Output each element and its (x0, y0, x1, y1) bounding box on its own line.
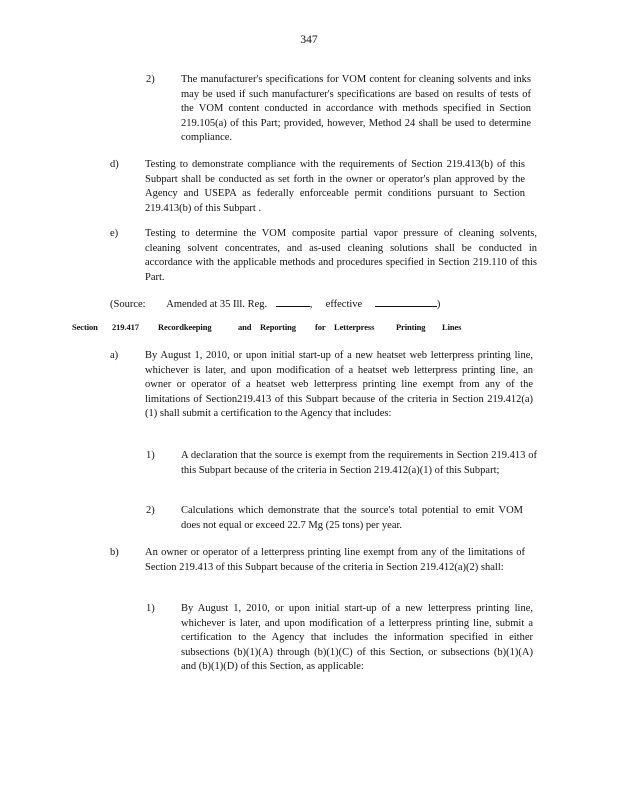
heading-word: Reporting (260, 322, 296, 332)
heading-section-word: Section (72, 322, 98, 332)
item-label: 2) (146, 74, 155, 85)
heading-word: Lines (442, 322, 462, 332)
item-text: Calculations which demonstrate that the source's total potential to emit VOM does not equal or exceed 22.7 Mg (25 tons) per year. (181, 505, 523, 531)
subsection-text: Testing to determine the VOM composite partial vapor pressure of cleaning solvents, cleaning solvent concentrates, and as-used cleaning solutions shall be conducted in accordance with the applicable methods and procedures specified in Section 219.110 of this Part. (145, 228, 537, 283)
subsection-label: a) (110, 350, 119, 361)
subsection-label: d) (110, 159, 119, 170)
item-text: The manufacturer's specifications for VOM content for cleaning solvents and inks may be used if such manufacturer's specifications are based on results of tests of the VOM content conducted in accordance with methods specified in Section 219.105(a) of this Part; provided, however, Method 24 shall be used to determine compliance. (181, 74, 531, 143)
heading-word: Printing (396, 322, 426, 332)
heading-word: and (238, 322, 252, 332)
source-close: ) (436, 299, 441, 310)
effective-date-blank (375, 296, 437, 307)
section-heading (72, 322, 542, 338)
source-note (110, 296, 440, 313)
subsection-text: Testing to demonstrate compliance with the requirements of Section 219.413(b) of this Subpart shall be conducted as set forth in the owner or operator's plan approved by the Agency and USEPA as federally enforceable permit conditions pursuant to Section 219.413(b) of this Subpart . (145, 159, 525, 214)
source-label: (Source: (110, 299, 146, 310)
page-number: 347 (300, 34, 318, 46)
source-amended: Amended at 35 Ill. Reg. (166, 299, 268, 310)
item-label: 1) (146, 603, 155, 614)
subsection-label: b) (110, 547, 119, 558)
subsection-text: By August 1, 2010, or upon initial start-up of a new heatset web letterpress printing line, whichever is later, and upon modification of a heatset web letterpress printing line, an owner or operator of a heatset web letterpress printing line exempt from any of the limitations of Section219.413 of this Subpart because of the criteria in Section 219.412(a)(1) shall submit a certification to the Agency that includes: (145, 350, 533, 419)
heading-word: Letterpress (334, 322, 375, 332)
item-label: 1) (146, 450, 155, 461)
heading-word: for (315, 322, 326, 332)
register-blank (276, 296, 310, 307)
item-label: 2) (146, 505, 155, 516)
item-text: By August 1, 2010, or upon initial start-up of a new letterpress printing line, whichever is later, and upon modification of a letterpress printing line, submit a certification to the Agency that includes the information specified in either subsections (b)(1)(A) through (b)(1)(C) of this Section, or subsections (b)(1)(A) and (b)(1)(D) of this Section, as applicable: (181, 603, 533, 672)
source-effective: effective (325, 299, 363, 310)
subsection-text: An owner or operator of a letterpress printing line exempt from any of the limitations of Section 219.413 of this Subpart because of the criteria in Section 219.412(a)(2) shall: (145, 547, 525, 573)
item-text: A declaration that the source is exempt from the requirements in Section 219.413 of this Subpart because of the criteria in Section 219.412(a)(1) of this Subpart; (181, 450, 537, 476)
heading-section-number: 219.417 (112, 322, 139, 332)
heading-word: Recordkeeping (158, 322, 212, 332)
subsection-label: e) (110, 228, 119, 239)
source-separator: , (309, 299, 313, 310)
